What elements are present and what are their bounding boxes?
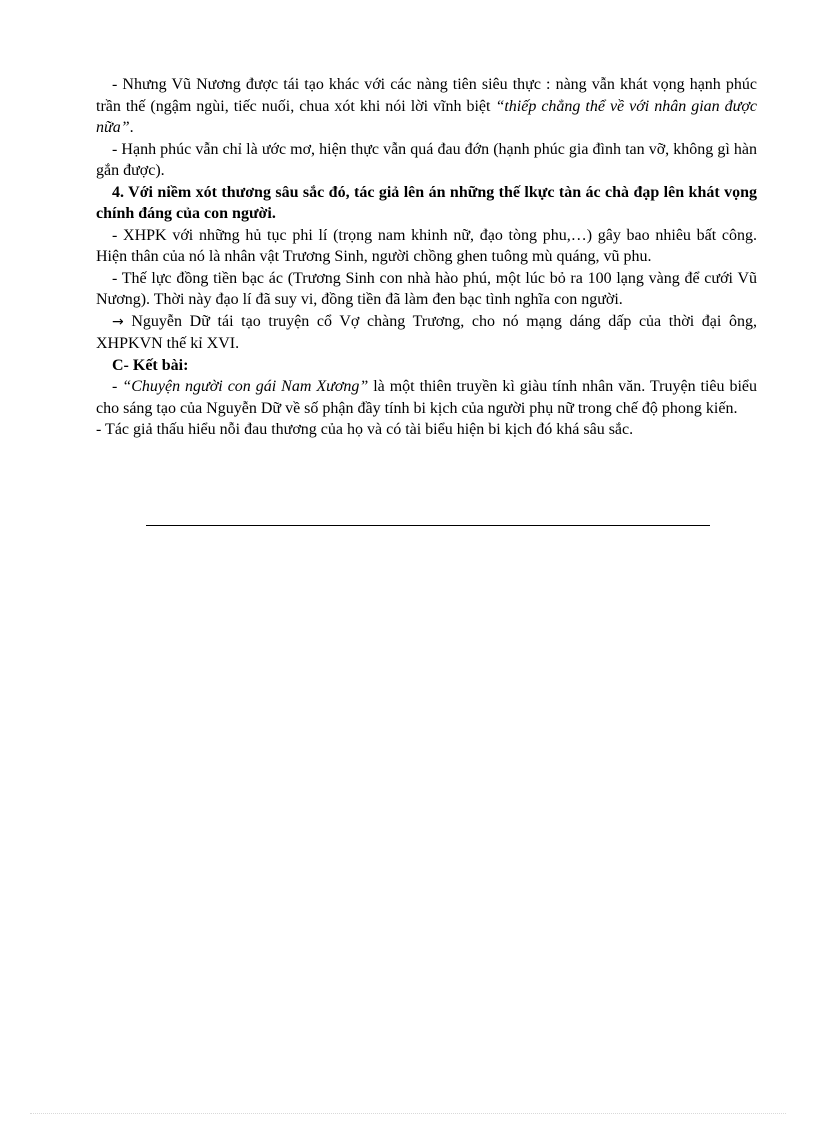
horizontal-divider: [146, 525, 710, 526]
paragraph-text: -: [112, 378, 123, 395]
paragraph-ket-bai-1: [96, 376, 757, 419]
section-heading-ket-bai: C- Kết bài:: [112, 356, 189, 374]
paragraph-conclusion-arrow: [96, 311, 757, 355]
paragraph-text: là một thiên truyền kì giàu tính nhân văn. Truyện tiêu biểu cho sáng tạo của Nguyễn Dữ về số phận đầy tính bi kịch của người phụ nữ trong chế độ phong kiến.: [96, 378, 758, 417]
paragraph-feudal-society: - XHPK với những hủ tục phi lí (trọng nam khinh nữ, đạo tòng phu,…) gây bao nhiêu bất công. Hiện thân của nó là nhân vật Trương Sinh, người chồng ghen tuông mù quáng, vũ phu.: [96, 226, 757, 265]
paragraph-money-power: - Thế lực đồng tiền bạc ác (Trương Sinh con nhà hào phú, một lúc bỏ ra 100 lạng vàng để cưới Vũ Nương). Thời này đạo lí đã suy vi, đồng tiền đã làm đen bạc tình nghĩa con người.: [96, 269, 757, 308]
arrow-right-icon: →: [112, 313, 124, 330]
document-body: [96, 74, 757, 441]
section-heading-4: 4. Với niềm xót thương sâu sắc đó, tác giả lên án những thế lkực tàn ác chà đạp lên khát vọng chính đáng của con người.: [96, 183, 757, 222]
paragraph-text: - Nhưng Vũ Nương được tái tạo khác với các nàng tiên siêu thực : nàng vẫn khát vọng hạnh phúc trần thế (ngậm ngùi, tiếc nuối, chua xót khi nói lời vĩnh biệt: [96, 76, 757, 115]
paragraph-end: .: [129, 119, 134, 136]
quote-story-title: “Chuyện người con gái Nam Xương”: [122, 378, 369, 395]
paragraph-text: Nguyễn Dữ tái tạo truyện cổ Vợ chàng Trương, cho nó mạng dáng dấp của thời đại ông, XHPKVN thế kỉ XVI.: [96, 312, 757, 352]
paragraph-vu-nuong-aspiration: [96, 74, 757, 139]
paragraph-happiness-dream: - Hạnh phúc vẫn chỉ là ước mơ, hiện thực vẫn quá đau đớn (hạnh phúc gia đình tan vỡ, không gì hàn gắn được).: [96, 140, 757, 179]
page-bottom-border: [30, 1113, 786, 1114]
paragraph-ket-bai-2: - Tác giả thấu hiểu nỗi đau thương của họ và có tài biểu hiện bi kịch đó khá sâu sắc.: [96, 421, 634, 438]
quote-farewell: “thiếp chẳng thể về với nhân gian được nữa”: [96, 97, 758, 136]
